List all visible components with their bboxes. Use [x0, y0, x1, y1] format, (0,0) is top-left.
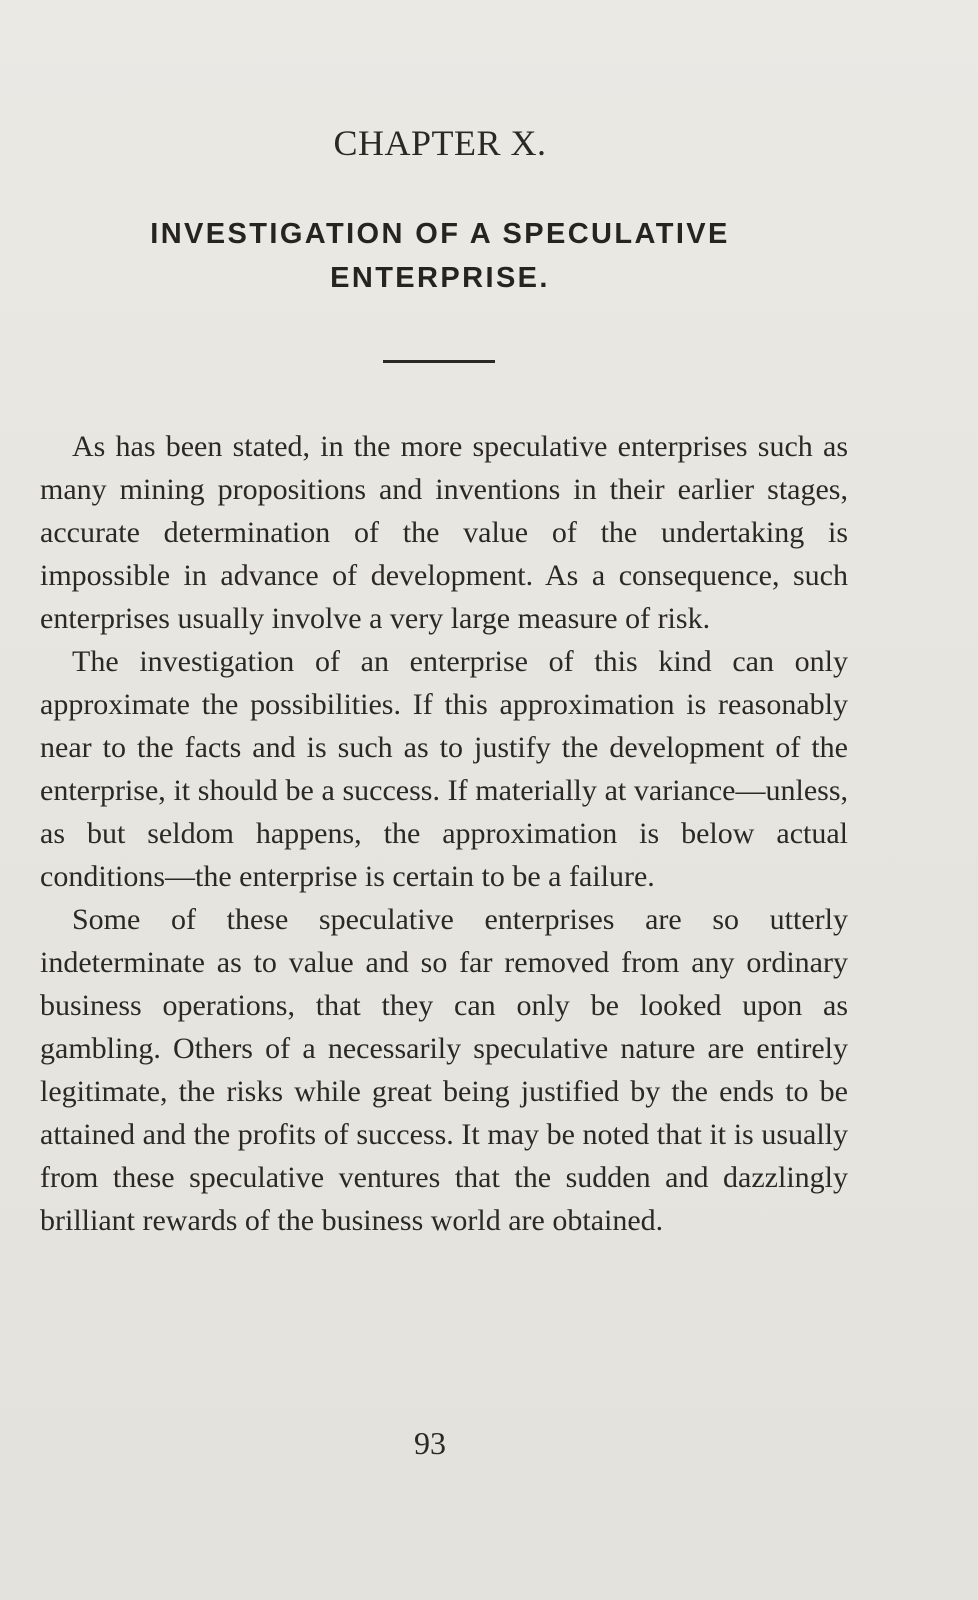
chapter-title: INVESTIGATION OF A SPECULATIVE ENTERPRISE.: [150, 218, 730, 294]
title-divider: [383, 360, 495, 363]
paragraph: As has been stated, in the more speculative enterprises such as many mining propositions and inventions in their earlier stages, accurate determination of the value of the undertaking is impossible in advance of development. As a consequence, such enterprises usually involve a very large measure of risk.: [40, 430, 848, 635]
paragraph: Some of these speculative enterprises are so utterly indeterminate as to value and so far removed from any ordinary business operations, that they can only be looked upon as gambling. Others of a necessarily speculative nature are entirely legitimate, the risks while great being justified by the ends to be attained and the profits of success. It may be noted that it is usually from these speculative ventures that the sudden and dazzlingly brilliant rewards of the business world are obtained.: [40, 903, 848, 1237]
paragraph: The investigation of an enterprise of this kind can only approximate the possibilities. If this approximation is reasonably near to the facts and is such as to justify the development of the enterprise, it should be a success. If materially at variance—unless, as but seldom happens, the approximation is below actual conditions—the enterprise is certain to be a failure.: [40, 645, 848, 893]
chapter-heading: CHAPTER X.: [333, 123, 547, 163]
page-number: 93: [414, 1425, 446, 1461]
body-text: [40, 425, 848, 1242]
